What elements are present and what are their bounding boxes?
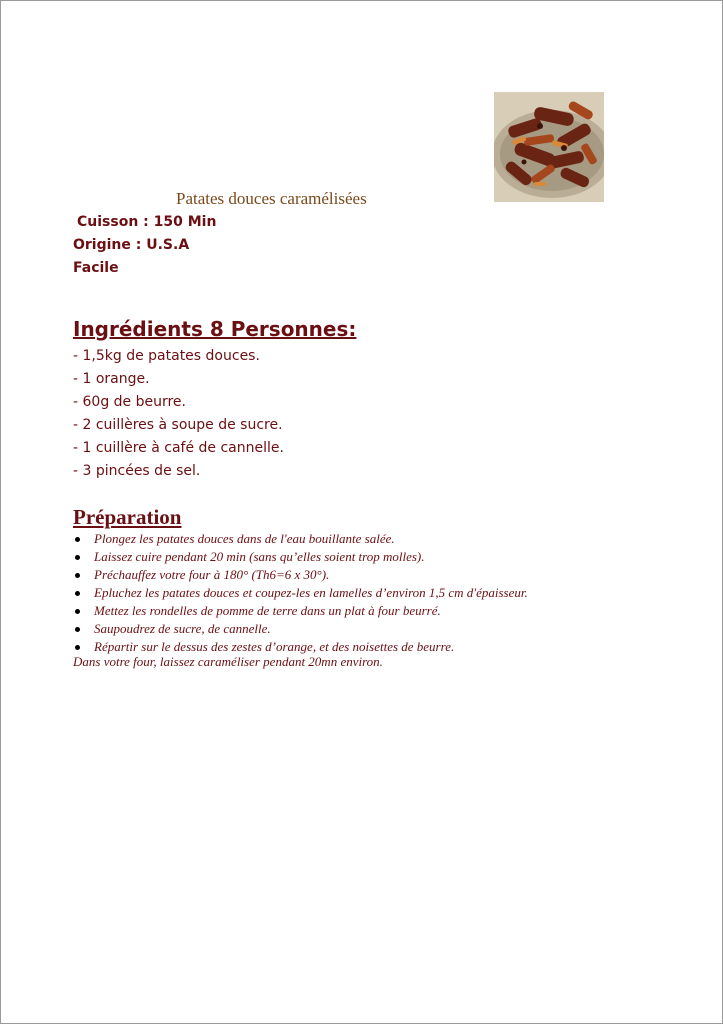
- bullet-icon: [75, 591, 80, 596]
- recipe-title: Patates douces caramélisées: [176, 189, 367, 208]
- preparation-heading: Préparation: [73, 505, 182, 529]
- step-text: Répartir sur le dessus des zestes d’orange, et des noisettes de beurre.: [94, 639, 455, 654]
- bullet-icon: [75, 627, 80, 632]
- bullet-icon: [75, 537, 80, 542]
- step-text: Préchauffez votre four à 180° (Th6=6 x 30°).: [94, 567, 330, 582]
- closing-instruction: Dans votre four, laissez caraméliser pendant 20mn environ.: [73, 654, 383, 669]
- preparation-step: [73, 548, 528, 566]
- cooking-time: Cuisson : 150 Min: [77, 214, 217, 230]
- ingredient-item: - 2 cuillères à soupe de sucre.: [73, 417, 283, 433]
- bullet-icon: [75, 573, 80, 578]
- preparation-steps: [73, 530, 528, 656]
- preparation-step: [73, 620, 528, 638]
- recipe-photo: [494, 92, 604, 202]
- step-text: Mettez les rondelles de pomme de terre dans un plat à four beurré.: [94, 603, 441, 618]
- preparation-step: [73, 584, 528, 602]
- bullet-icon: [75, 555, 80, 560]
- ingredient-item: - 1,5kg de patates douces.: [73, 348, 260, 364]
- preparation-step: [73, 602, 528, 620]
- recipe-origin: Origine : U.S.A: [73, 237, 190, 253]
- step-text: Epluchez les patates douces et coupez-les en lamelles d’environ 1,5 cm d'épaisseur.: [94, 585, 528, 600]
- step-text: Saupoudrez de sucre, de cannelle.: [94, 621, 271, 636]
- bullet-icon: [75, 645, 80, 650]
- step-text: Plongez les patates douces dans de l'eau bouillante salée.: [94, 531, 395, 546]
- caramelized-sweet-potatoes-image: [494, 92, 604, 202]
- ingredients-heading: Ingrédients 8 Personnes:: [73, 317, 357, 341]
- preparation-step: [73, 530, 528, 548]
- preparation-step: [73, 566, 528, 584]
- ingredient-item: - 1 cuillère à café de cannelle.: [73, 440, 284, 456]
- ingredient-item: - 1 orange.: [73, 371, 150, 387]
- step-text: Laissez cuire pendant 20 min (sans qu’elles soient trop molles).: [94, 549, 425, 564]
- ingredient-item: - 3 pincées de sel.: [73, 463, 201, 479]
- ingredient-item: - 60g de beurre.: [73, 394, 186, 410]
- difficulty-level: Facile: [73, 260, 119, 276]
- ingredients-list: [73, 345, 284, 483]
- bullet-icon: [75, 609, 80, 614]
